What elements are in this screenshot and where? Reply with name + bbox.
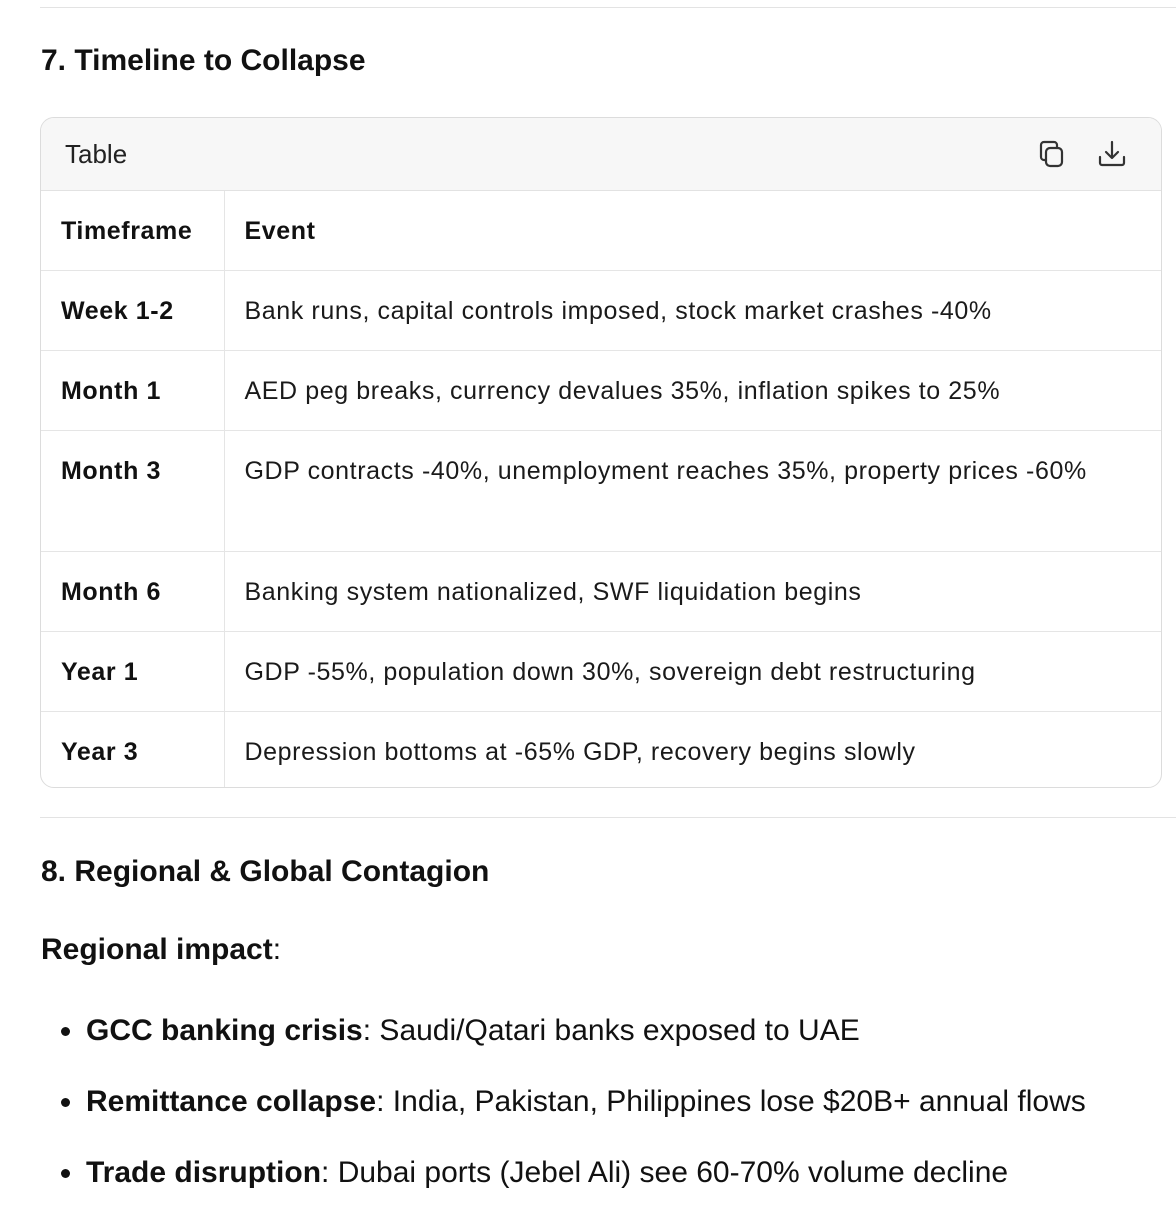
bullet-term: GCC banking crisis	[86, 1014, 363, 1047]
table-row	[41, 551, 1161, 631]
event-cell: Bank runs, capital controls imposed, stock market crashes -40%	[224, 270, 1161, 350]
regional-impact-subheading	[41, 933, 281, 967]
table-label: Table	[65, 139, 128, 169]
bullet-term: Trade disruption	[86, 1156, 322, 1189]
copy-icon[interactable]	[1035, 137, 1069, 171]
column-header-event: Event	[224, 191, 1161, 270]
bullet-sep: :	[376, 1085, 385, 1118]
section-heading-contagion: 8. Regional & Global Contagion	[41, 855, 490, 888]
table-row	[41, 430, 1161, 551]
timeframe-cell: Month 3	[41, 430, 224, 551]
event-cell: Banking system nationalized, SWF liquidation begins	[224, 551, 1161, 631]
bullet-text: Dubai ports (Jebel Ali) see 60-70% volume decline	[329, 1156, 1009, 1189]
timeframe-cell: Year 3	[41, 711, 224, 788]
divider-middle	[40, 817, 1176, 818]
table-header-bar	[41, 118, 1161, 191]
event-cell: Depression bottoms at -65% GDP, recovery begins slowly	[244, 737, 916, 766]
download-icon[interactable]	[1095, 137, 1129, 171]
list-item	[41, 1010, 1086, 1081]
table-row	[41, 631, 1161, 711]
table-card	[40, 117, 1162, 788]
bullet-term: Remittance collapse	[86, 1085, 377, 1118]
table-row	[41, 350, 1161, 430]
event-cell: GDP -55%, population down 30%, sovereign debt restructuring	[224, 631, 1161, 711]
table-row	[41, 711, 1161, 788]
timeframe-cell: Month 1	[41, 350, 224, 430]
section-heading-timeline: 7. Timeline to Collapse	[41, 44, 366, 77]
column-header-timeframe: Timeframe	[41, 191, 224, 270]
regional-impact-list	[41, 1010, 1086, 1223]
bullet-sep: :	[362, 1014, 372, 1047]
bullet-sep: :	[321, 1156, 330, 1189]
timeline-table	[41, 191, 1161, 788]
event-cell: GDP contracts -40%, unemployment reaches 35%, property prices -60%	[224, 430, 1161, 551]
table-row	[41, 270, 1161, 350]
divider-top	[40, 7, 1176, 8]
timeframe-cell: Week 1-2	[41, 270, 224, 350]
bullet-text: India, Pakistan, Philippines lose $20B+ annual flows	[384, 1085, 1086, 1118]
table-header-row	[41, 191, 1161, 270]
event-cell: AED peg breaks, currency devalues 35%, inflation spikes to 25%	[224, 350, 1161, 430]
list-item	[41, 1152, 1086, 1223]
bullet-text: Saudi/Qatari banks exposed to UAE	[371, 1014, 860, 1047]
timeframe-cell: Month 6	[41, 551, 224, 631]
subheading-label: Regional impact	[41, 933, 273, 966]
timeframe-cell: Year 1	[41, 631, 224, 711]
subheading-colon: :	[272, 933, 282, 966]
list-item	[41, 1081, 1086, 1152]
